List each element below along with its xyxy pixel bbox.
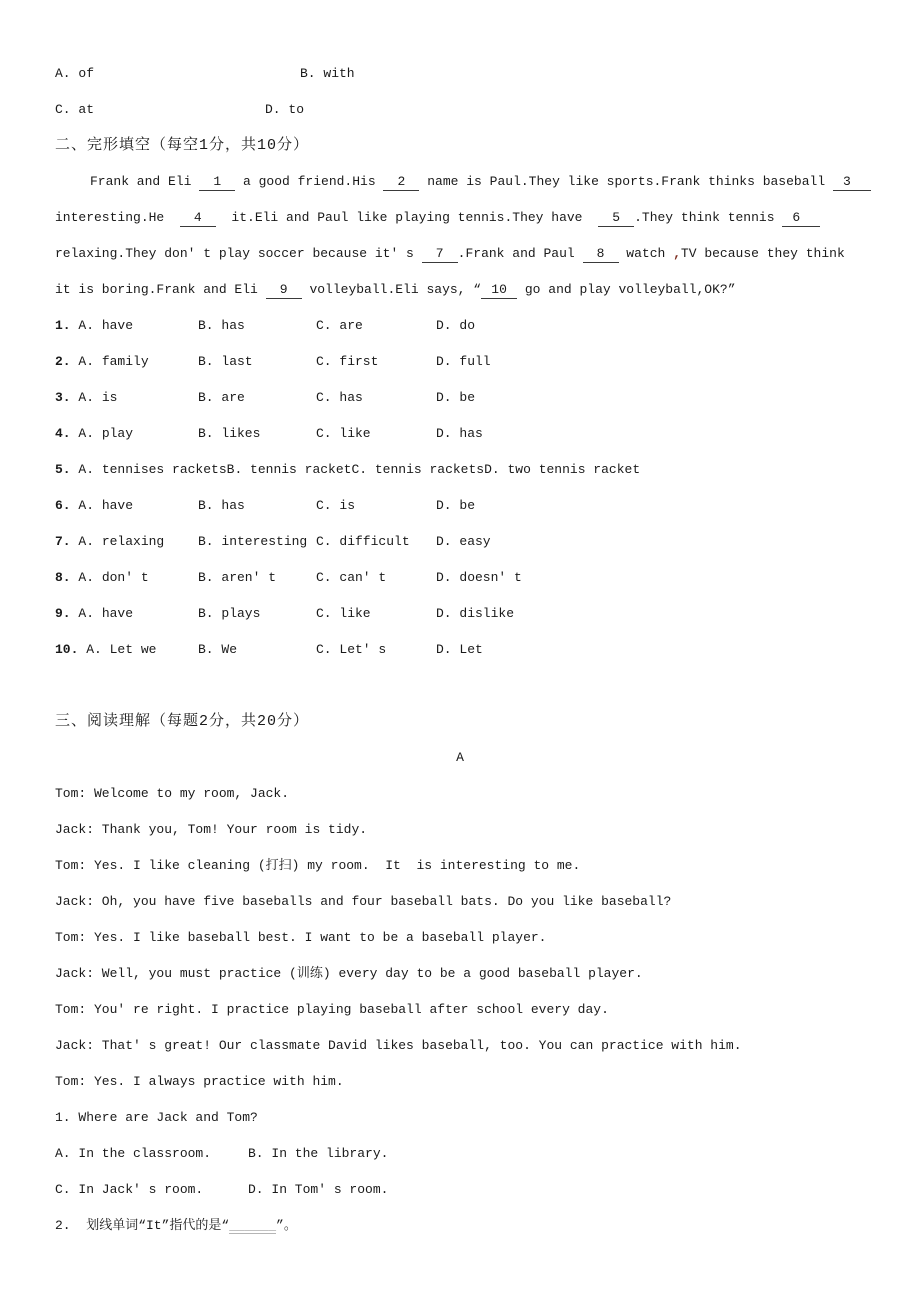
question-number: 10. <box>55 642 79 657</box>
passage-line: relaxing.They don' t play soccer because it' s 7 .Frank and Paul 8 watch ,TV because they think <box>55 246 845 261</box>
cloze-option: C. tennis rackets <box>351 462 485 477</box>
dialogue-line: Tom: Welcome to my room, Jack. <box>55 786 290 801</box>
dialogue-line: Tom: Yes. I always practice with him. <box>55 1074 344 1089</box>
cloze-option-row <box>55 452 920 488</box>
cloze-option: C. like <box>316 426 371 441</box>
question-option: D. In Tom' s room. <box>248 1182 389 1197</box>
cloze-option-row <box>55 308 920 344</box>
question-stem: 2. 划线单词“It”指代的是“______”。 <box>55 1218 297 1233</box>
cloze-blank-5: 5 <box>598 209 634 227</box>
cloze-blank-1: 1 <box>199 173 235 191</box>
question-option: B. In the library. <box>248 1146 389 1161</box>
question-number: 1. <box>55 318 71 333</box>
answer-option: A. of <box>55 66 95 81</box>
cloze-option: B. tennis racket <box>226 462 352 477</box>
cloze-option: C. Let' s <box>316 642 387 657</box>
dialogue-line: Tom: Yes. I like baseball best. I want to be a baseball player. <box>55 930 547 945</box>
cloze-option: B. has <box>198 498 245 513</box>
cloze-option: C. first <box>316 354 379 369</box>
reading-section-heading: 三、阅读理解（每题2分，共20分） <box>55 713 310 730</box>
reading-passage-label: A <box>456 750 464 765</box>
previous-question-options <box>55 56 920 128</box>
cloze-option-row <box>55 632 920 668</box>
cloze-option: B. We <box>198 642 238 657</box>
dialogue-line: Jack: That' s great! Our classmate David likes baseball, too. You can practice with him. <box>55 1038 742 1053</box>
answer-option: B. with <box>300 66 355 81</box>
cloze-option: D. doesn' t <box>436 570 522 585</box>
question-number: 8. <box>55 570 71 585</box>
question-blank: ______ <box>229 1218 277 1233</box>
cloze-option: 1. A. have <box>55 318 134 333</box>
cloze-option: B. aren' t <box>198 570 277 585</box>
cloze-option: D. be <box>436 498 476 513</box>
cloze-blank-6: 6 <box>782 209 820 227</box>
cloze-option: D. do <box>436 318 476 333</box>
cloze-option: C. is <box>316 498 356 513</box>
cloze-passage <box>55 164 920 308</box>
answer-option-row <box>55 92 920 128</box>
dialogue-line: Jack: Oh, you have five baseballs and four baseball bats. Do you like baseball? <box>55 894 672 909</box>
cloze-option: 2. A. family <box>55 354 149 369</box>
cloze-option: 5. A. tennises rackets <box>55 462 227 477</box>
question-option: C. In Jack' s room. <box>55 1182 204 1197</box>
cloze-option-row <box>55 344 920 380</box>
cloze-option: 9. A. have <box>55 606 134 621</box>
cloze-option: 7. A. relaxing <box>55 534 165 549</box>
passage-line: Frank and Eli 1 a good friend.His 2 name is Paul.They like sports.Frank thinks baseball 3 <box>55 164 920 200</box>
cloze-blank-10: 10 <box>481 281 517 299</box>
stray-comma-mark: , <box>673 246 681 261</box>
cloze-option: D. be <box>436 390 476 405</box>
cloze-option: C. difficult <box>316 534 410 549</box>
cloze-option: B. plays <box>198 606 261 621</box>
question-number: 5. <box>55 462 71 477</box>
passage-line: interesting.He 4 it.Eli and Paul like playing tennis.They have 5 .They think tennis 6 <box>55 200 920 236</box>
dialogue-line: Tom: You' re right. I practice playing baseball after school every day. <box>55 1002 609 1017</box>
dialogue-line: Jack: Well, you must practice (训练) every day to be a good baseball player. <box>55 966 643 981</box>
question-number: 3. <box>55 390 71 405</box>
cloze-blank-3: 3 <box>833 173 871 191</box>
question-number: 9. <box>55 606 71 621</box>
cloze-option: D. Let <box>436 642 483 657</box>
cloze-option: D. easy <box>436 534 491 549</box>
cloze-option: C. like <box>316 606 371 621</box>
cloze-option: B. are <box>198 390 245 405</box>
cloze-option: 4. A. play <box>55 426 134 441</box>
cloze-option-row <box>55 488 920 524</box>
cloze-option: 10. A. Let we <box>55 642 157 657</box>
question-option: A. In the classroom. <box>55 1146 212 1161</box>
cloze-option: D. full <box>436 354 491 369</box>
reading-questions <box>55 1100 920 1244</box>
answer-option: C. at <box>55 102 95 117</box>
cloze-option-rows <box>55 308 920 668</box>
cloze-blank-4: 4 <box>180 209 216 227</box>
passage-line: it is boring.Frank and Eli 9 volleyball.Eli says, “ 10 go and play volleyball,OK?” <box>55 282 736 297</box>
question-stem: 1. Where are Jack and Tom? <box>55 1110 258 1125</box>
cloze-option: B. likes <box>198 426 261 441</box>
cloze-option: B. last <box>198 354 253 369</box>
cloze-option: C. are <box>316 318 363 333</box>
cloze-blank-7: 7 <box>422 245 458 263</box>
dialogue-line: Jack: Thank you, Tom! Your room is tidy. <box>55 822 368 837</box>
dialogue-line: Tom: Yes. I like cleaning (打扫) my room. It is interesting to me. <box>55 858 581 873</box>
cloze-option: 8. A. don' t <box>55 570 149 585</box>
cloze-option: D. two tennis racket <box>484 462 641 477</box>
answer-option-row <box>55 56 920 92</box>
question-option-row <box>55 1136 920 1172</box>
question-number: 2. <box>55 354 71 369</box>
cloze-option: 6. A. have <box>55 498 134 513</box>
cloze-option-row <box>55 380 920 416</box>
cloze-option-row <box>55 596 920 632</box>
question-number: 7. <box>55 534 71 549</box>
cloze-section-heading: 二、完形填空（每空1分，共10分） <box>55 137 310 154</box>
question-number: 6. <box>55 498 71 513</box>
cloze-option: C. can' t <box>316 570 387 585</box>
cloze-option: B. interesting <box>198 534 308 549</box>
blank-spacer-line <box>55 668 920 704</box>
cloze-blank-9: 9 <box>266 281 302 299</box>
cloze-option-row <box>55 524 920 560</box>
cloze-option-row <box>55 560 920 596</box>
answer-option: D. to <box>265 102 305 117</box>
reading-dialogue <box>55 776 920 1100</box>
cloze-option: D. has <box>436 426 483 441</box>
cloze-blank-8: 8 <box>583 245 619 263</box>
cloze-blank-2: 2 <box>383 173 419 191</box>
cloze-option: C. has <box>316 390 363 405</box>
cloze-option-row <box>55 416 920 452</box>
cloze-option: D. dislike <box>436 606 515 621</box>
question-number: 4. <box>55 426 71 441</box>
cloze-option: B. has <box>198 318 245 333</box>
cloze-option: 3. A. is <box>55 390 118 405</box>
question-option-row <box>55 1172 920 1208</box>
